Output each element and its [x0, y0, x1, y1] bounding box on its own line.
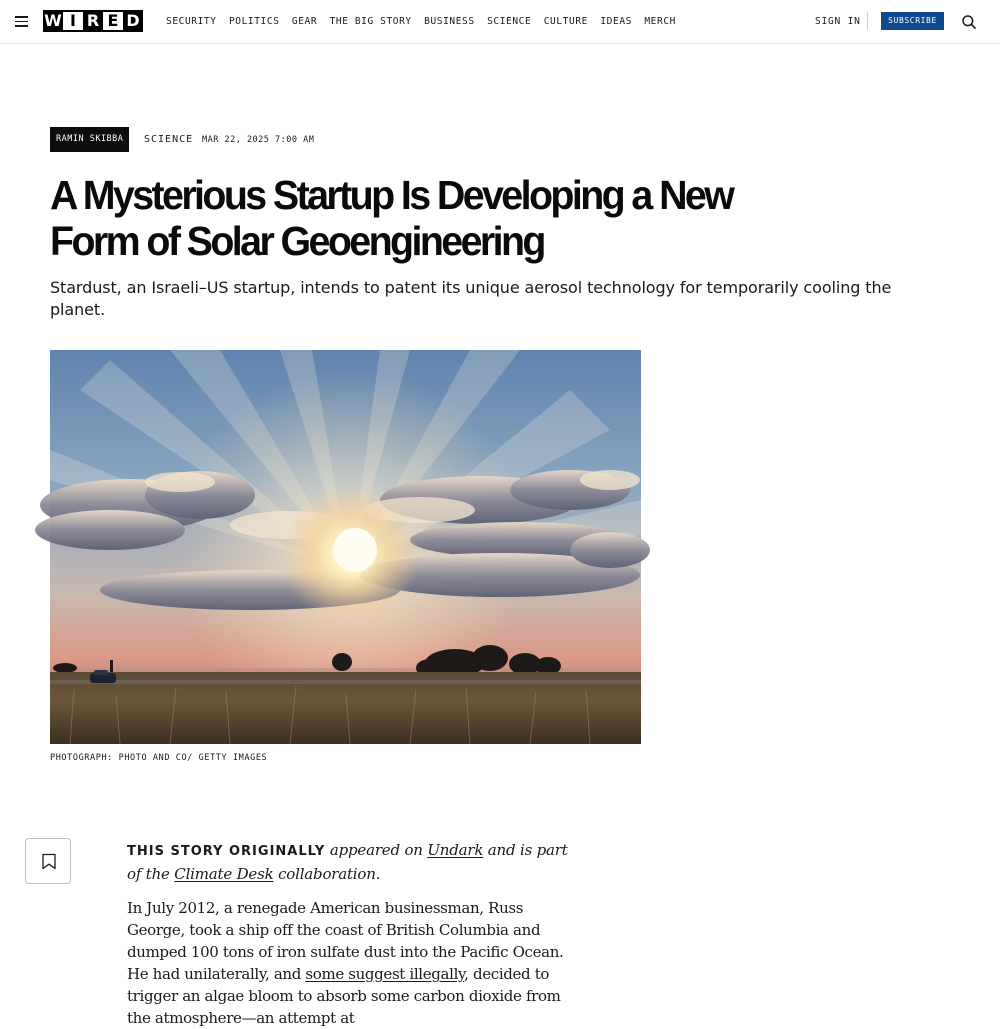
nav-item-politics[interactable]: POLITICS: [228, 16, 280, 27]
save-story-button[interactable]: [25, 838, 71, 884]
some-suggest-illegally-link[interactable]: some suggest illegally: [305, 965, 465, 983]
logo-letter: W: [44, 11, 62, 30]
article-headline: A Mysterious Startup Is Developing a New Form of Solar Geoengineering: [50, 172, 733, 264]
subscribe-button[interactable]: SUBSCRIBE: [881, 12, 944, 30]
nav-item-culture[interactable]: CULTURE: [543, 16, 588, 27]
logo-letter: I: [63, 10, 83, 32]
text-fragment: appeared on: [325, 841, 428, 859]
nav-item-science[interactable]: SCIENCE: [487, 16, 532, 27]
body-paragraph-2: [127, 897, 572, 1029]
bookmark-icon: [41, 853, 57, 870]
body-paragraph-1: [127, 839, 572, 885]
author-byline[interactable]: RAMIN SKIBBA: [50, 127, 129, 152]
text-fragment: collaboration.: [273, 865, 381, 883]
search-icon[interactable]: [961, 14, 977, 30]
publish-date: MAR 22, 2025 7:00 AM: [202, 135, 315, 145]
article-dek: Stardust, an Israeli–US startup, intends to patent its unique aerosol technology for temporarily cooling the planet.: [50, 278, 892, 319]
photo-caption: PHOTOGRAPH: PHOTO AND CO/ GETTY IMAGES: [50, 753, 268, 763]
climate-desk-link[interactable]: Climate Desk: [174, 865, 274, 883]
nav-item-ideas[interactable]: IDEAS: [600, 16, 632, 27]
nav-item-the-big-story[interactable]: THE BIG STORY: [329, 16, 412, 27]
header-divider: [867, 12, 868, 30]
nav-item-business[interactable]: BUSINESS: [424, 16, 475, 27]
text-fragment: In July 2012, a renegade American businessman, Russ George, took a ship off the coast of British Columbia and dumped 100 tons of iron sulfate dust into the Pacific Ocean. He had unilaterally, and: [127, 899, 564, 983]
text-fragment: , decided to trigger an algae bloom to absorb some carbon dioxide from the atmosphere—an attempt at: [127, 965, 561, 1027]
lead-in-text: THIS STORY ORIGINALLY: [127, 844, 326, 859]
logo-letter: E: [103, 10, 123, 32]
sign-in-link[interactable]: SIGN IN: [815, 16, 861, 27]
undark-link[interactable]: Undark: [427, 841, 484, 859]
text-fragment: and is part of the: [127, 841, 568, 883]
nav-item-merch[interactable]: MERCH: [644, 16, 676, 27]
rubric-link[interactable]: SCIENCE: [144, 134, 194, 145]
wired-logo[interactable]: [43, 10, 143, 32]
site-header: [0, 0, 1000, 44]
nav-item-security[interactable]: SECURITY: [166, 16, 217, 27]
main-nav: [166, 15, 688, 28]
nav-item-gear[interactable]: GEAR: [291, 16, 318, 27]
logo-letter: R: [83, 10, 103, 32]
logo-letter: D: [123, 10, 143, 32]
lead-photo: [50, 350, 641, 744]
hamburger-menu-icon[interactable]: [15, 15, 28, 27]
